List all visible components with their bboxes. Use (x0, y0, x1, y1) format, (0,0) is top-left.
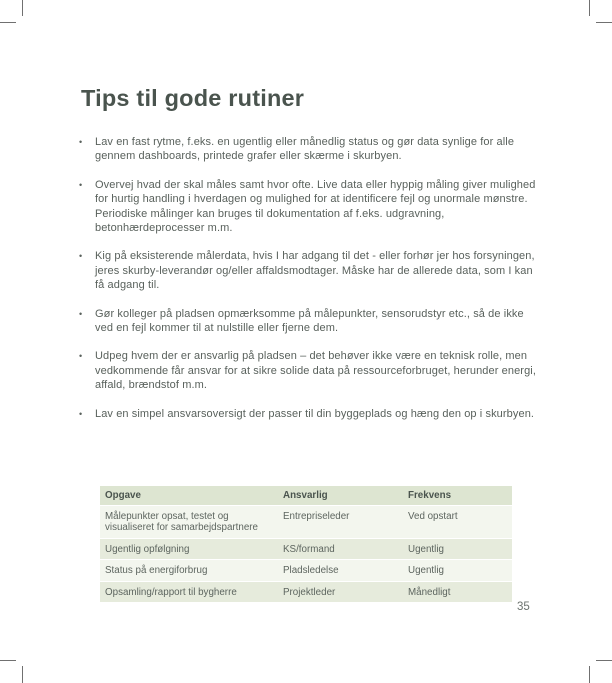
table-row (100, 538, 512, 560)
table-cell: Entrepriseleder (278, 505, 403, 538)
page-title: Tips til gode rutiner (81, 85, 305, 111)
bullet-icon: • (79, 251, 83, 262)
table-header-cell: Opgave (100, 486, 278, 505)
bullet-text: Gør kolleger på pladsen opmærksomme på målepunkter, sensorudstyr etc., så de ikke ved en fejl kommer til at nulstille eller fjerne dem. (95, 307, 524, 335)
bullet-text: Kig på eksisterende målerdata, hvis I har adgang til det - eller forhør jer hos forsyningen, jeres skurby-leverandør og/eller affaldsmodtager. Måske har de allerede data, som I kan få adgang til. (95, 250, 535, 292)
bullet-icon: • (79, 351, 83, 362)
list-item (78, 178, 538, 236)
bullet-text: Lav en simpel ansvarsoversigt der passer til din byggeplads og hæng den op i skurbyen. (95, 407, 535, 420)
crop-mark (596, 660, 612, 661)
bullet-icon: • (79, 179, 83, 190)
page-number: 35 (517, 601, 530, 613)
bullet-icon: • (79, 137, 83, 147)
crop-mark (589, 0, 590, 16)
crop-mark (596, 22, 612, 23)
bullet-icon: • (79, 408, 83, 419)
table-cell: Opsamling/rapport til bygherre (100, 581, 278, 603)
crop-mark (0, 22, 16, 23)
table-cell: Ved opstart (403, 505, 512, 538)
crop-mark (22, 0, 23, 16)
table-cell: Ugentlig opfølgning (100, 538, 278, 560)
table-cell: Projektleder (278, 581, 403, 603)
table-row (100, 560, 512, 582)
crop-mark (0, 660, 16, 661)
table-cell: KS/formand (278, 538, 403, 560)
list-item (78, 349, 538, 392)
list-item (78, 407, 538, 421)
table-cell: Månedligt (403, 581, 512, 603)
table-cell: Pladsledelse (278, 560, 403, 582)
bullet-text: Lav en fast rytme, f.eks. en ugentlig eller månedlig status og gør data synlige for alle gennem dashboards, printede grafer eller skærme i skurbyen. (95, 136, 515, 163)
table-cell: Status på energiforbrug (100, 560, 278, 582)
list-item (78, 249, 538, 292)
table-cell: Ugentlig (403, 538, 512, 560)
bullet-text: Udpeg hvem der er ansvarlig på pladsen – det behøver ikke være en teknisk rolle, men vedkommende får ansvar for at sikre solide data på ressourceforbruget, herunder energi, affald, brændstof m.m. (95, 350, 536, 392)
list-item (78, 135, 538, 164)
crop-mark (22, 666, 23, 683)
crop-mark (589, 666, 590, 683)
table-cell: Ugentlig (403, 560, 512, 582)
tips-list (78, 135, 538, 435)
bullet-text: Overvej hvad der skal måles samt hvor ofte. Live data eller hyppig måling giver mulighed for hurtig handling i hverdagen og mulighed for at identificere fejl og unormale mønstre. Periodiske målinger kan bruges til dokumentation af f.eks. udgravning, betonhærdeprocesser m.m. (95, 178, 536, 235)
table-row (100, 581, 512, 603)
table-header-cell: Ansvarlig (278, 486, 403, 505)
table-header-cell: Frekvens (403, 486, 512, 505)
table-row (100, 505, 512, 538)
table-header-row (100, 486, 512, 505)
table-cell: Målepunkter opsat, testet og visualiseret for samarbejdspartnere (100, 505, 278, 538)
responsibility-table (100, 486, 512, 603)
list-item (78, 307, 538, 336)
bullet-icon: • (79, 308, 83, 319)
